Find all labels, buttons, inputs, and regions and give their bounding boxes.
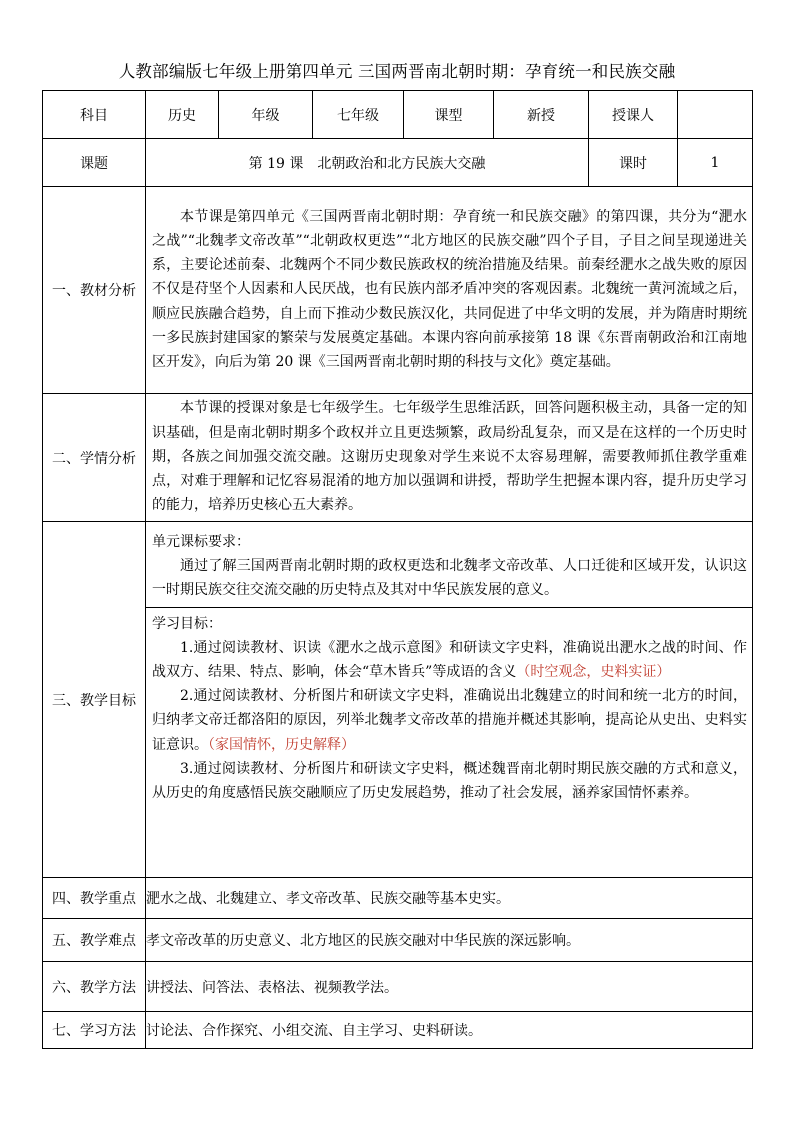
- grade-label: 年级: [219, 91, 313, 139]
- goal-1: [152, 636, 747, 684]
- topic-value: 第 19 课 北朝政治和北方民族大交融: [146, 139, 589, 187]
- key-points-text: 淝水之战、北魏建立、孝文帝改革、民族交融等基本史实。: [146, 878, 753, 919]
- teaching-goals-cell: [146, 522, 753, 878]
- learning-goals-heading: 学习目标：: [152, 615, 222, 632]
- teaching-methods-text: 讲授法、问答法、表格法、视频教学法。: [146, 962, 753, 1012]
- teacher-label: 授课人: [589, 91, 678, 139]
- teacher-value: [678, 91, 753, 139]
- teaching-goals-row: [43, 522, 753, 878]
- student-analysis-row: [43, 394, 753, 522]
- type-value: 新授: [494, 91, 589, 139]
- goal-1-text: 1.通过阅读教材、识读《淝水之战示意图》和研读文字史料，准确说出淝水之战的时间、作战双方、结果、特点、影响，体会“草木皆兵”等成语的含义: [152, 639, 747, 681]
- difficulties-text: 孝文帝改革的历史意义、北方地区的民族交融对中华民族的深远影响。: [146, 919, 753, 962]
- teaching-goals-label: 三、教学目标: [43, 522, 146, 878]
- difficulties-label: 五、教学难点: [43, 919, 146, 962]
- teaching-methods-row: [43, 962, 753, 1012]
- unit-standards-block: [146, 522, 752, 607]
- hours-label: 课时: [589, 139, 678, 187]
- goal-1-tag: （时空观念，史料实证）: [516, 664, 671, 681]
- learning-methods-text: 讨论法、合作探究、小组交流、自主学习、史料研读。: [146, 1012, 753, 1049]
- subject-value: 历史: [146, 91, 219, 139]
- goal-3: 3.通过阅读教材、分析图片和研读文字史料，概述魏晋南北朝时期民族交融的方式和意义，从历史的角度感悟民族交融顺应了历史发展趋势，推动了社会发展，涵养家国情怀素养。: [152, 760, 747, 802]
- textbook-analysis-row: [43, 187, 753, 394]
- student-analysis-label: 二、学情分析: [43, 394, 146, 522]
- document-title: 人教部编版七年级上册第四单元 三国两晋南北朝时期：孕育统一和民族交融: [118, 62, 676, 81]
- textbook-analysis-label: 一、教材分析: [43, 187, 146, 394]
- type-label: 课型: [404, 91, 494, 139]
- hours-value: 1: [678, 139, 753, 187]
- key-points-label: 四、教学重点: [43, 878, 146, 919]
- learning-goals-block: [146, 607, 752, 812]
- difficulties-row: [43, 919, 753, 962]
- topic-label: 课题: [43, 139, 146, 187]
- unit-standards-text: 通过了解三国两晋南北朝时期的政权更迭和北魏孝文帝改革、人口迁徙和区域开发，认识这一时期民族交往交流交融的历史特点及其对中华民族发展的意义。: [152, 558, 747, 599]
- student-analysis-text: 本节课的授课对象是七年级学生。七年级学生思维活跃，回答问题积极主动，具备一定的知识基础，但是南北朝时期多个政权并立且更迭频繁，政局纷乱复杂，而又是在这样的一个历史时期，各族之间加强交流交融。这谢历史现象对学生来说不太容易理解，需要教师抓住教学重难点，对难于理解和记忆容易混淆的地方加以强调和讲授，帮助学生把握本课内容，提升历史学习的能力，培养历史核心五大素养。: [152, 400, 747, 514]
- goal-2-tag: （家国情怀，历史解释）: [208, 736, 355, 753]
- textbook-analysis-cell: [146, 187, 753, 394]
- textbook-analysis-text: 本节课是第四单元《三国两晋南北朝时期：孕育统一和民族交融》的第四课，共分为“淝水之战”“北魏孝文帝改革”“北朝政权更迭”“北方地区的民族交融”四个子目，子目之间呈现递进关系，主要论述前秦、北魏两个不同少数民族政权的统治措施及结果。前秦经淝水之战失败的原因不仅是苻坚个人因素和人民厌战，也有民族内部矛盾冲突的客观因素。北魏统一黄河流域之后，顺应民族融合趋势，自上而下推动少数民族汉化，共同促进了中华文明的发展，并为隋唐时期统一多民族封建国家的繁荣与发展奠定基础。本课内容向前承接第 18 课《东晋南朝政治和江南地区开发》，向后为第 20 课《三国两晋南北朝时期的科技与文化》奠定基础。: [152, 208, 747, 370]
- teaching-methods-label: 六、教学方法: [43, 962, 146, 1012]
- key-points-row: [43, 878, 753, 919]
- topic-row: [43, 139, 753, 187]
- header-row: [43, 91, 753, 139]
- subject-label: 科目: [43, 91, 146, 139]
- grade-value: 七年级: [313, 91, 404, 139]
- learning-methods-label: 七、学习方法: [43, 1012, 146, 1049]
- learning-methods-row: [43, 1012, 753, 1049]
- goal-2: [152, 684, 747, 757]
- student-analysis-cell: [146, 394, 753, 522]
- lesson-plan-table: [42, 90, 753, 1049]
- unit-standards-heading: 单元课标要求：: [152, 534, 250, 550]
- goal-2-text: 2.通过阅读教材、分析图片和研读文字史料，准确说出北魏建立的时间和统一北方的时间，归纳孝文帝迁都洛阳的原因，列举北魏孝文帝改革的措施并概述其影响，提高论从史出、史料实证意识。: [152, 688, 747, 753]
